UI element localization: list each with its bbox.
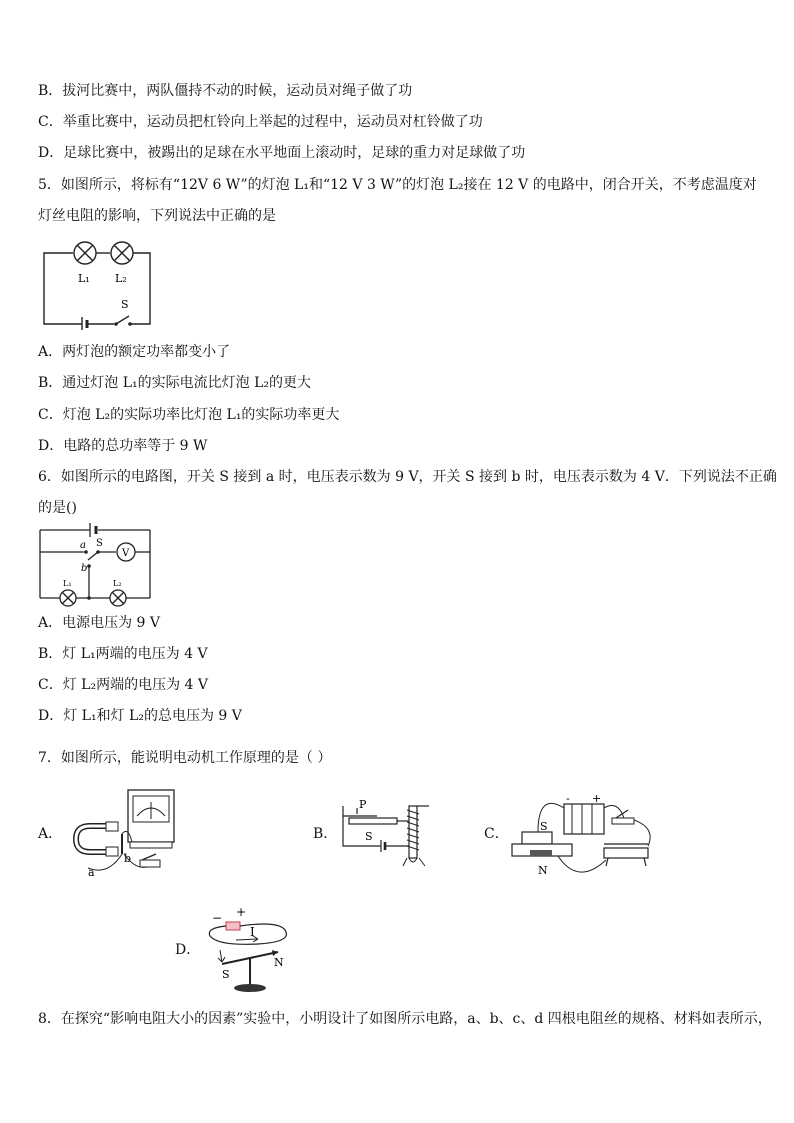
q5-stem-line1: 5．如图所示，将标有“12V 6 W”的灯泡 L₁和“12 V 3 W”的灯泡 L₂接在 12 V 的电路中，闭合开关，不考虑温度对 xyxy=(38,177,757,193)
q7d-label-i: I xyxy=(250,925,255,939)
q6-option-c: C．灯 L₂两端的电压为 4 V xyxy=(38,677,208,693)
q8-stem: 8．在探究“影响电阻大小的因素”实验中，小明设计了如图所示电路，a、b、c、d 四根电阻丝的规格、材料如表所示， xyxy=(38,1011,772,1027)
q5-wire-right xyxy=(130,253,150,324)
coil-icon xyxy=(403,806,425,866)
magnet-icon xyxy=(512,832,572,856)
q5-option-c: C．灯泡 L₂的实际功率比灯泡 L₁的实际功率更大 xyxy=(38,407,340,423)
q6-stem-line2: 的是() xyxy=(38,500,77,516)
switch-icon xyxy=(114,316,132,326)
switch-icon xyxy=(88,552,98,560)
u-magnet-icon xyxy=(76,822,118,856)
q5-label-l2: L₂ xyxy=(115,272,127,285)
q7a-label-a: a xyxy=(88,866,95,879)
q5-option-a: A．两灯泡的额定功率都变小了 xyxy=(38,344,231,360)
q7b-label-p: P xyxy=(359,798,367,811)
q7c-label-s: S xyxy=(540,820,548,833)
switch-icon xyxy=(140,854,160,867)
q4-option-c: C．举重比赛中，运动员把杠铃向上举起的过程中，运动员对杠铃做了功 xyxy=(38,114,483,130)
lamp-l1-icon xyxy=(60,590,76,606)
q7b-label-s: S xyxy=(365,830,373,843)
q7-figure-b-electromagnet xyxy=(337,796,443,870)
q6-option-d: D．灯 L₁和灯 L₂的总电压为 9 V xyxy=(38,708,242,724)
q7-option-a-label: A． xyxy=(38,826,63,842)
q7d-label-n: N xyxy=(274,956,284,969)
q6-label-s: S xyxy=(96,538,103,549)
switch-icon xyxy=(612,810,634,824)
battery-icon xyxy=(90,523,96,537)
compass-needle-icon xyxy=(222,950,278,992)
galvanometer-icon xyxy=(128,790,174,848)
q5-label-s: S xyxy=(121,298,129,311)
lamp-l2-icon xyxy=(111,242,133,264)
q7c-label-minus: - xyxy=(566,792,570,805)
q7a-label-b: b xyxy=(124,852,132,865)
q6-circuit-diagram xyxy=(38,520,154,608)
q5-wire xyxy=(44,253,82,324)
q7d-label-minus: − xyxy=(212,911,223,925)
battery-icon xyxy=(82,317,114,330)
q7-figure-c-motor-setup xyxy=(508,790,658,886)
rheostat-icon xyxy=(604,844,648,866)
q7c-label-n: N xyxy=(538,864,548,877)
q6-label-b: b xyxy=(81,563,88,574)
q5-option-d: D．电路的总功率等于 9 W xyxy=(38,438,208,454)
lamp-l2-icon xyxy=(110,590,126,606)
battery-icon xyxy=(226,922,240,930)
q6-option-b: B．灯 L₁两端的电压为 4 V xyxy=(38,646,208,662)
q7-figure-d-oersted xyxy=(198,902,298,994)
q7-option-d-label: D． xyxy=(175,942,201,958)
q7-figure-a-galvanometer xyxy=(68,786,180,880)
q5-stem-line2: 灯丝电阻的影响，下列说法中正确的是 xyxy=(38,208,276,224)
q7d-label-plus: + xyxy=(236,905,247,919)
q6-label-v: V xyxy=(122,548,130,559)
q7-option-c-label: C． xyxy=(484,826,509,842)
q7-option-b-label: B． xyxy=(313,826,338,842)
q4-option-b: B．拔河比赛中，两队僵持不动的时候，运动员对绳子做了功 xyxy=(38,83,413,99)
q7c-label-plus: + xyxy=(592,792,602,805)
q6-label-a: a xyxy=(80,540,86,551)
q7-stem: 7．如图所示，能说明电动机工作原理的是（ ） xyxy=(38,750,332,766)
battery-icon xyxy=(381,840,385,852)
q5-circuit-diagram xyxy=(38,238,158,330)
q5-option-b: B．通过灯泡 L₁的实际电流比灯泡 L₂的更大 xyxy=(38,375,312,391)
q5-label-l1: L₁ xyxy=(78,272,90,285)
q4-option-d: D．足球比赛中，被踢出的足球在水平地面上滚动时，足球的重力对足球做了功 xyxy=(38,145,526,161)
battery-icon xyxy=(564,804,604,834)
lamp-l1-icon xyxy=(74,242,96,264)
q6-label-l1: L₁ xyxy=(63,579,72,588)
q6-label-l2: L₂ xyxy=(113,579,122,588)
q6-stem-line1: 6．如图所示的电路图，开关 S 接到 a 时，电压表示数为 9 V，开关 S 接到 b 时，电压表示数为 4 V．下列说法不正确 xyxy=(38,469,777,485)
q7d-label-s: S xyxy=(222,968,230,981)
q6-option-a: A．电源电压为 9 V xyxy=(38,615,161,631)
